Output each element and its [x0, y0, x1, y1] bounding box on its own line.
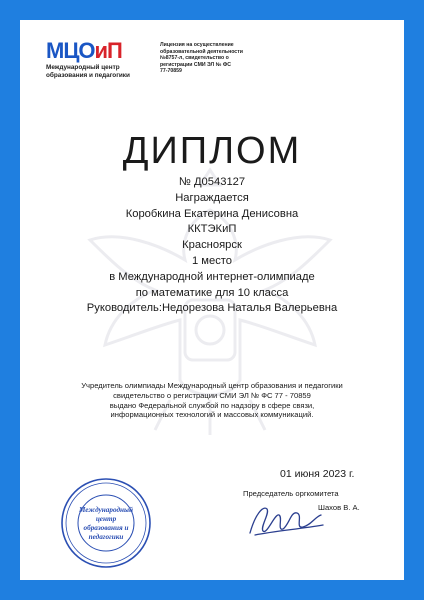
stamp-text-line: центр: [95, 515, 117, 523]
place-result: 1 место: [191, 254, 233, 267]
license-info: [160, 42, 270, 75]
license-line: Лицензия на осуществление: [160, 42, 234, 48]
logo-wordmark-main: МЦО: [46, 38, 95, 63]
diploma-title: ДИПЛОМ: [122, 130, 302, 172]
organization-name: ККТЭКиП: [187, 223, 237, 236]
logo-subtitle-line: образования и педагогики: [46, 72, 130, 79]
chair-label: Председатель оргкомитета: [243, 489, 339, 498]
stamp-text-line: педагогики: [88, 533, 124, 541]
fine-print-line: информационных технологий и массовых коммуникаций.: [110, 410, 314, 420]
logo-subtitle-line: Международный центр: [46, 64, 120, 71]
license-line: 77-70859: [160, 68, 182, 74]
issue-date: 01 июня 2023 г.: [280, 468, 355, 480]
logo-wordmark: [46, 40, 130, 62]
fine-print-line: Учредитель олимпиады Международный центр образования и педагогики: [81, 381, 343, 390]
city-name: Красноярск: [182, 239, 242, 252]
chair-name: Шахов В. А.: [318, 503, 360, 512]
recipient-name: Коробкина Екатерина Денисовна: [125, 207, 299, 220]
stamp-text-line: образования и: [83, 524, 129, 532]
handwritten-signature: [245, 495, 325, 545]
diploma-number: № Д0543127: [178, 176, 246, 188]
fine-print-line: выдано Федеральной службой по надзору в сфере связи,: [109, 400, 315, 410]
founder-fine-print: [40, 381, 384, 420]
logo-wordmark-accent: иП: [94, 38, 122, 63]
logo-subtitle: [46, 64, 130, 80]
supervisor-line: Руководитель:Недорезова Наталья Валерьевна: [86, 302, 338, 315]
award-details: [0, 175, 424, 317]
license-line: регистрации СМИ ЭЛ № ФС: [160, 61, 232, 68]
fine-print-line: свидетельство о регистрации СМИ ЭЛ № ФС 77 - 70859: [113, 390, 311, 400]
license-line: образовательной деятельности: [160, 48, 243, 55]
stamp-text-line: Международный: [78, 506, 134, 514]
license-line: №8757-л, свидетельство о: [160, 55, 229, 61]
event-line: в Международной интернет-олимпиаде: [109, 270, 315, 283]
mcoip-logo: [46, 40, 130, 80]
official-stamp: [60, 477, 152, 569]
event-line: по математике для 10 класса: [135, 286, 289, 299]
awarded-label: Награждается: [175, 191, 249, 204]
